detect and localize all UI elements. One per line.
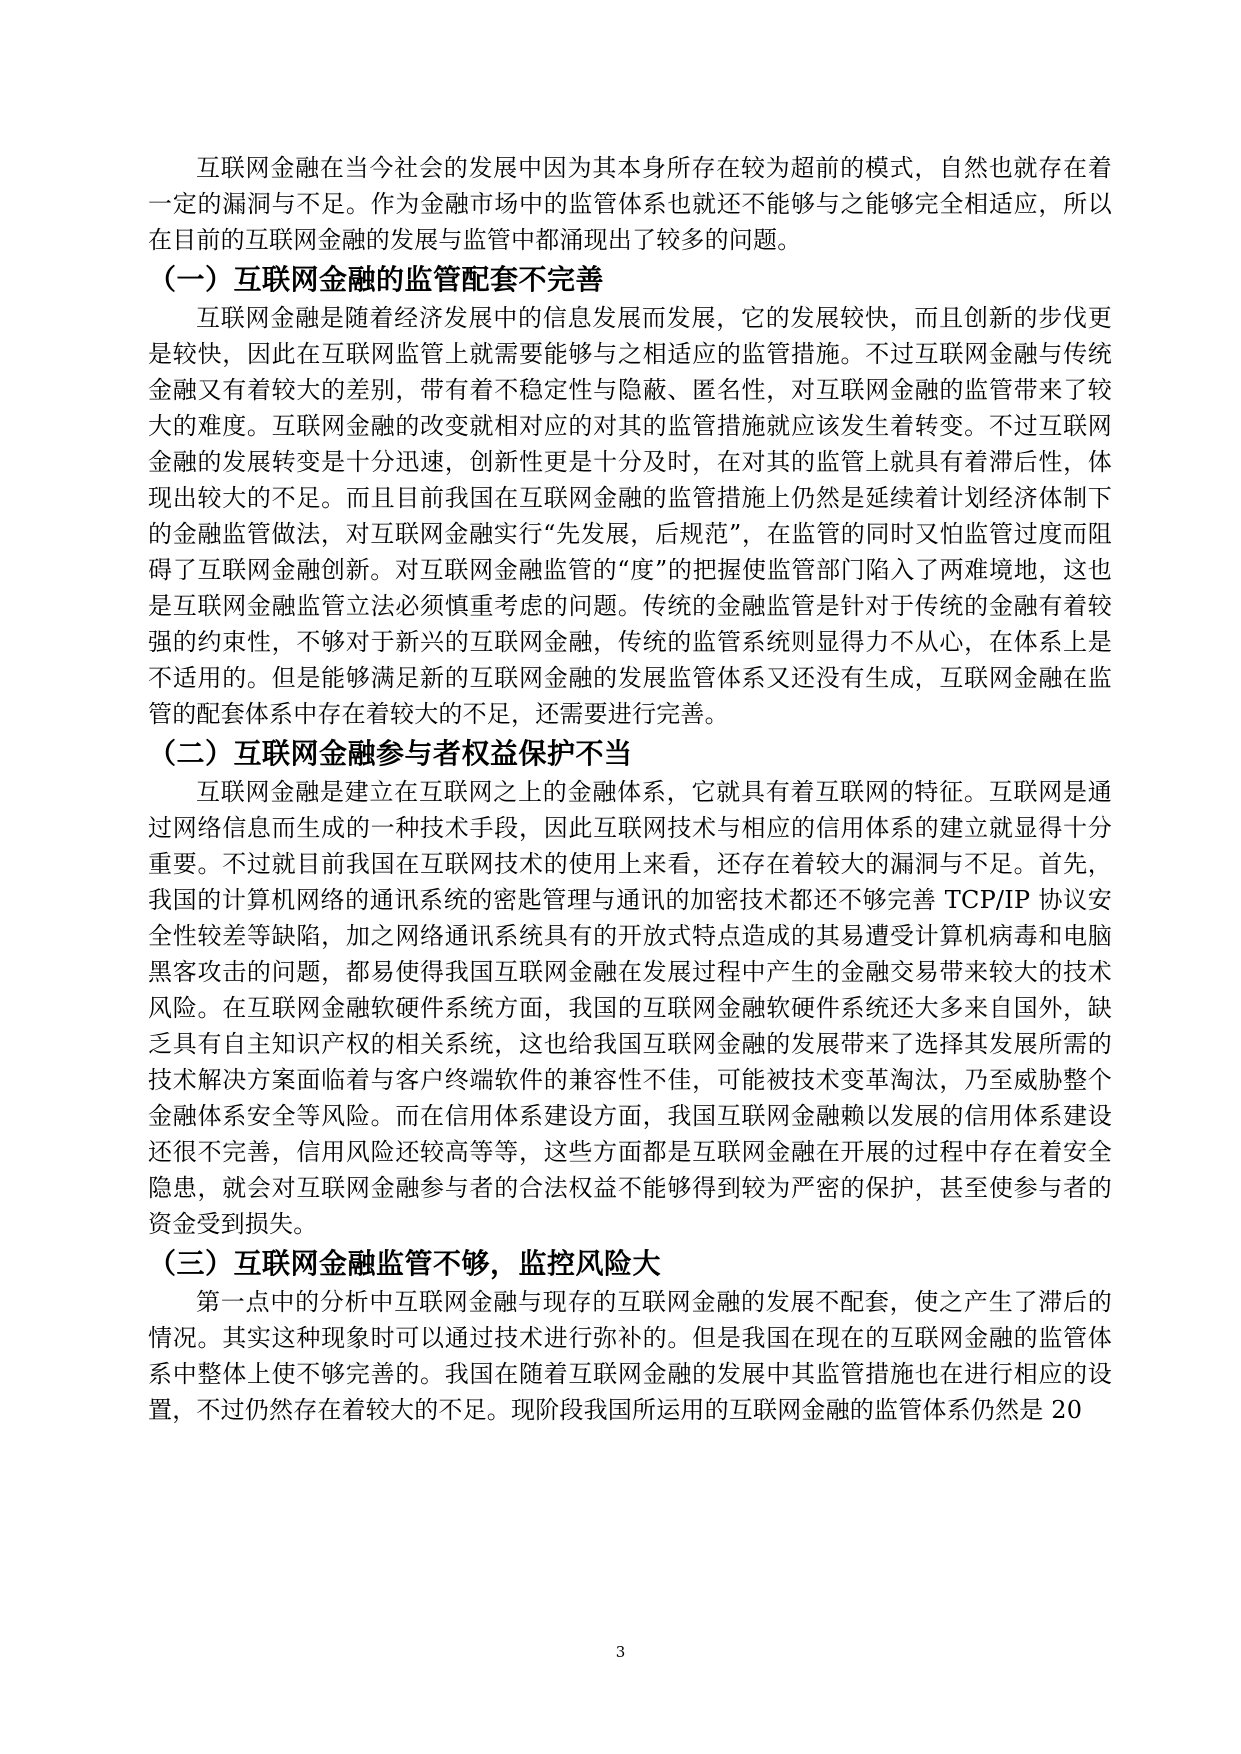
section-1-paragraph: 互联网金融是随着经济发展中的信息发展而发展，它的发展较快，而且创新的步伐更是较快，因此在互联网监管上就需要能够与之相适应的监管措施。不过互联网金融与传统金融又有着较大的差别，带有着不稳定性与隐蔽、匿名性，对互联网金融的监管带来了较大的难度。互联网金融的改变就相对应的对其的监管措施就应该发生着转变。不过互联网金融的发展转变是十分迅速，创新性更是十分及时，在对其的监管上就具有着滞后性，体现出较大的不足。而且目前我国在互联网金融的监管措施上仍然是延续着计划经济体制下的金融监管做法，对互联网金融实行“先发展，后规范”，在监管的同时又怕监管过度而阻碍了互联网金融创新。对互联网金融监管的“度”的把握使监管部门陷入了两难境地，这也是互联网金融监管立法必须慎重考虑的问题。传统的金融监管是针对于传统的金融有着较强的约束性，不够对于新兴的互联网金融，传统的监管系统则显得力不从心，在体系上是不适用的。但是能够满足新的互联网金融的发展监管体系又还没有生成，互联网金融在监管的配套体系中存在着较大的不足，还需要进行完善。	[148, 304, 1112, 728]
section-heading-3: （三）互联网金融监管不够，监控风险大	[148, 1247, 662, 1280]
section-heading-1: （一）互联网金融的监管配套不完善	[148, 263, 605, 296]
section-2-paragraph: 互联网金融是建立在互联网之上的金融体系，它就具有着互联网的特征。互联网是通过网络信息而生成的一种技术手段，因此互联网技术与相应的信用体系的建立就显得十分重要。不过就目前我国在互联网技术的使用上来看，还存在着较大的漏洞与不足。首先，我国的计算机网络的通讯系统的密匙管理与通讯的加密技术都还不够完善 TCP/IP 协议安全性较差等缺陷，加之网络通讯系统具有的开放式特点造成的其易遭受计算机病毒和电脑黑客攻击的问题，都易使得我国互联网金融在发展过程中产生的金融交易带来较大的技术风险。在互联网金融软硬件系统方面，我国的互联网金融软硬件系统还大多来自国外，缺乏具有自主知识产权的相关系统，这也给我国互联网金融的发展带来了选择其发展所需的技术解决方案面临着与客户终端软件的兼容性不佳，可能被技术变革淘汰，乃至威胁整个金融体系安全等风险。而在信用体系建设方面，我国互联网金融赖以发展的信用体系建设还很不完善，信用风险还较高等等，这些方面都是互联网金融在开展的过程中存在着安全隐患，就会对互联网金融参与者的合法权益不能够得到较为严密的保护，甚至使参与者的资金受到损失。	[148, 778, 1112, 1238]
document-body	[148, 150, 1112, 1428]
section-3-paragraph: 第一点中的分析中互联网金融与现存的互联网金融的发展不配套，使之产生了滞后的情况。其实这种现象时可以通过技术进行弥补的。但是我国在现在的互联网金融的监管体系中整体上使不够完善的。我国在随着互联网金融的发展中其监管措施也在进行相应的设置，不过仍然存在着较大的不足。现阶段我国所运用的互联网金融的监管体系仍然是 20	[148, 1288, 1112, 1424]
section-heading-2: （二）互联网金融参与者权益保护不当	[148, 737, 633, 770]
intro-paragraph: 互联网金融在当今社会的发展中因为其本身所存在较为超前的模式，自然也就存在着一定的漏洞与不足。作为金融市场中的监管体系也就还不能够与之能够完全相适应，所以在目前的互联网金融的发展与监管中都涌现出了较多的问题。	[148, 154, 1112, 254]
page-number: 3	[615, 1643, 626, 1661]
